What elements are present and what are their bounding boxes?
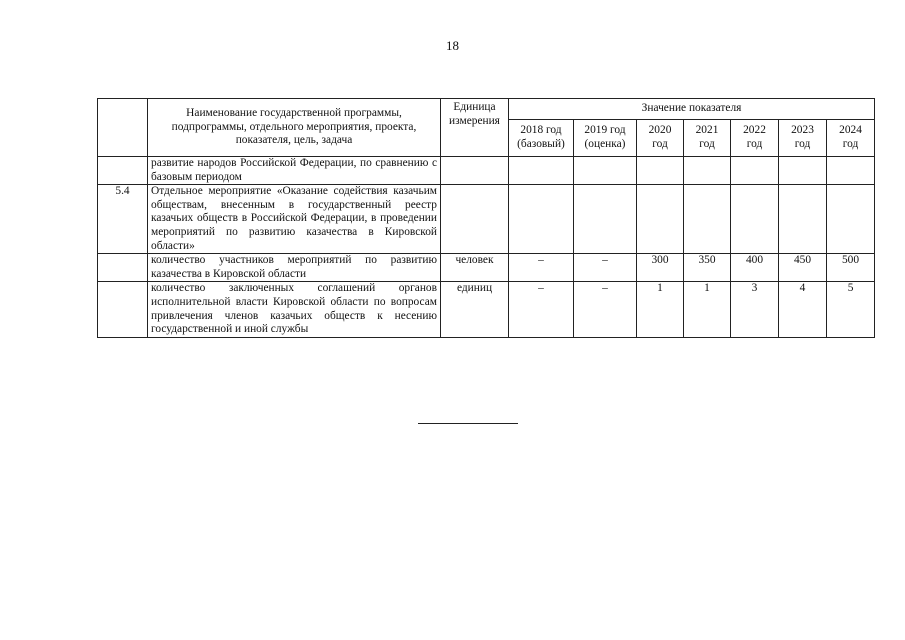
row-value: 400 <box>731 254 779 282</box>
row-value <box>731 157 779 185</box>
row-value: – <box>509 254 574 282</box>
table-header <box>98 99 875 157</box>
row-value: 500 <box>827 254 875 282</box>
header-year-2018: 2018 год (базовый) <box>509 120 574 157</box>
header-year-2019: 2019 год (оценка) <box>574 120 637 157</box>
end-of-document-line <box>418 423 518 424</box>
row-value <box>574 157 637 185</box>
row-name: количество участников мероприятий по развитию казачества в Кировской области <box>148 254 441 282</box>
header-year-2020: 2020 год <box>637 120 684 157</box>
header-unit-cell: Единица измерения <box>441 99 509 157</box>
header-number-cell <box>98 99 148 157</box>
row-value <box>827 157 875 185</box>
row-number <box>98 254 148 282</box>
row-value <box>637 185 684 254</box>
table-row <box>98 254 875 282</box>
row-value <box>779 157 827 185</box>
row-value <box>637 157 684 185</box>
row-number <box>98 157 148 185</box>
indicators-table <box>97 98 875 338</box>
row-value <box>731 185 779 254</box>
header-year-2024: 2024 год <box>827 120 875 157</box>
row-value: – <box>574 282 637 337</box>
page-number: 18 <box>446 38 459 53</box>
row-value: – <box>574 254 637 282</box>
row-name: Отдельное мероприятие «Оказание содействия казачьим обществам, внесенным в государственный реестр казачьих обществ в Российской Федерации, в проведении мероприятий по развитию казачества в Кировской области» <box>148 185 441 254</box>
row-value <box>827 185 875 254</box>
row-number: 5.4 <box>98 185 148 254</box>
table-row <box>98 282 875 337</box>
row-value <box>684 185 731 254</box>
row-value: 4 <box>779 282 827 337</box>
row-unit: человек <box>441 254 509 282</box>
row-unit <box>441 185 509 254</box>
row-value: 350 <box>684 254 731 282</box>
row-unit <box>441 157 509 185</box>
row-value: 5 <box>827 282 875 337</box>
header-value-cell: Значение показателя <box>509 99 875 120</box>
row-value: – <box>509 282 574 337</box>
row-value: 1 <box>637 282 684 337</box>
header-name-cell: Наименование государственной программы, подпрограммы, отдельного мероприятия, проекта, показателя, цель, задача <box>148 99 441 157</box>
row-value <box>574 185 637 254</box>
row-value: 450 <box>779 254 827 282</box>
row-number <box>98 282 148 337</box>
header-year-2021: 2021 год <box>684 120 731 157</box>
table-row <box>98 185 875 254</box>
row-value <box>509 157 574 185</box>
table-row <box>98 157 875 185</box>
row-value: 300 <box>637 254 684 282</box>
row-unit: единиц <box>441 282 509 337</box>
row-name: количество заключенных соглашений органов исполнительной власти Кировской области по вопросам привлечения членов казачьих обществ к несению государственной и иной службы <box>148 282 441 337</box>
row-value <box>684 157 731 185</box>
row-value <box>509 185 574 254</box>
row-value: 1 <box>684 282 731 337</box>
row-name: развитие народов Российской Федерации, по сравнению с базовым периодом <box>148 157 441 185</box>
row-value: 3 <box>731 282 779 337</box>
row-value <box>779 185 827 254</box>
header-year-2023: 2023 год <box>779 120 827 157</box>
header-year-2022: 2022 год <box>731 120 779 157</box>
